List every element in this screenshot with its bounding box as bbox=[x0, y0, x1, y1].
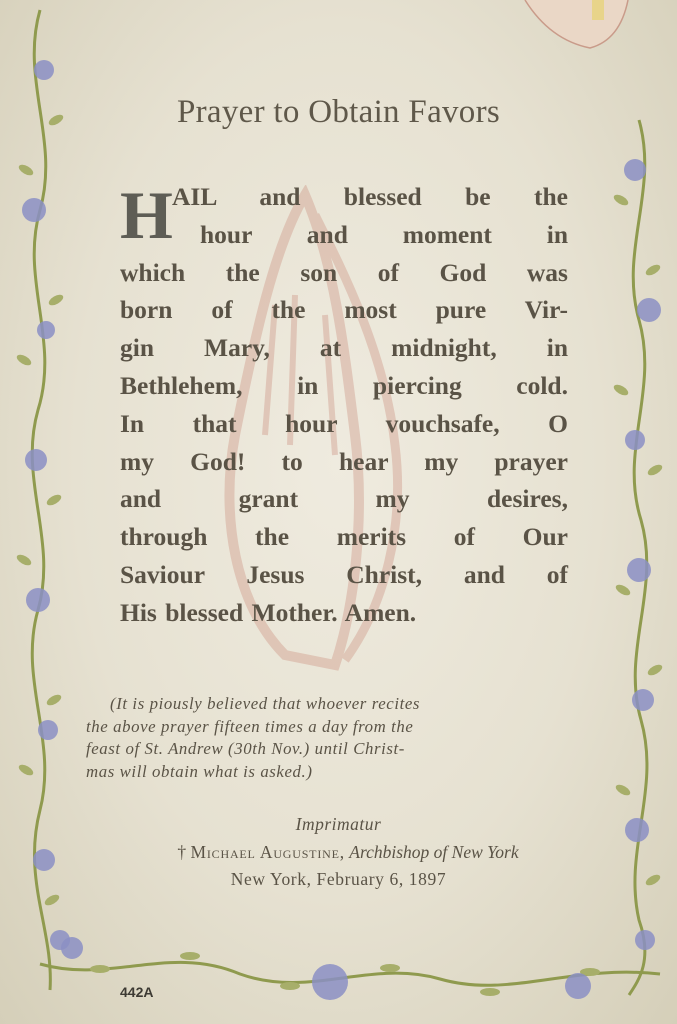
cross-mark: † bbox=[177, 842, 187, 862]
prayer-line: hour and moment in bbox=[200, 219, 568, 249]
prayer-text bbox=[120, 178, 568, 632]
drop-cap: H bbox=[120, 177, 173, 253]
hands-top-decoration bbox=[520, 0, 630, 55]
bottom-vine-border bbox=[30, 924, 670, 1014]
prayer-line: born of the most pure Vir- bbox=[120, 295, 568, 325]
prayer-line: gin Mary, at midnight, in bbox=[120, 333, 568, 363]
place-date: New York, February 6, 1897 bbox=[230, 869, 447, 889]
prayer-title: Prayer to Obtain Favors bbox=[176, 94, 501, 130]
prayer-line: my God! to hear my prayer bbox=[120, 446, 568, 476]
prayer-line: and grant my desires, bbox=[120, 484, 568, 514]
note-line: the above prayer fifteen times a day from the bbox=[86, 716, 414, 736]
note-line: mas will obtain what is asked.) bbox=[86, 761, 313, 781]
signer-line bbox=[78, 842, 618, 863]
prayer-line: AIL and blessed be the bbox=[172, 182, 568, 211]
prayer-line: Bethlehem, in piercing cold. bbox=[120, 370, 568, 400]
prayer-line: which the son of God was bbox=[120, 257, 568, 287]
left-vine-border bbox=[10, 0, 80, 1000]
prayer-line: through the merits of Our bbox=[120, 522, 568, 552]
devotion-note bbox=[86, 693, 602, 783]
prayer-line: In that hour vouchsafe, O bbox=[120, 408, 568, 438]
card-code: 442A bbox=[120, 984, 154, 1000]
note-line: feast of St. Andrew (30th Nov.) until Christ- bbox=[86, 739, 405, 758]
imprimatur-label: Imprimatur bbox=[295, 814, 382, 834]
prayer-line: Saviour Jesus Christ, and of bbox=[120, 559, 568, 589]
signer-office: Archbishop of New York bbox=[349, 842, 519, 862]
note-line: (It is piously believed that whoever recites bbox=[110, 694, 421, 713]
right-vine-border bbox=[599, 110, 669, 1000]
signer-name: Michael Augustine, bbox=[190, 842, 345, 862]
prayer-line: His blessed Mother. Amen. bbox=[120, 597, 417, 627]
